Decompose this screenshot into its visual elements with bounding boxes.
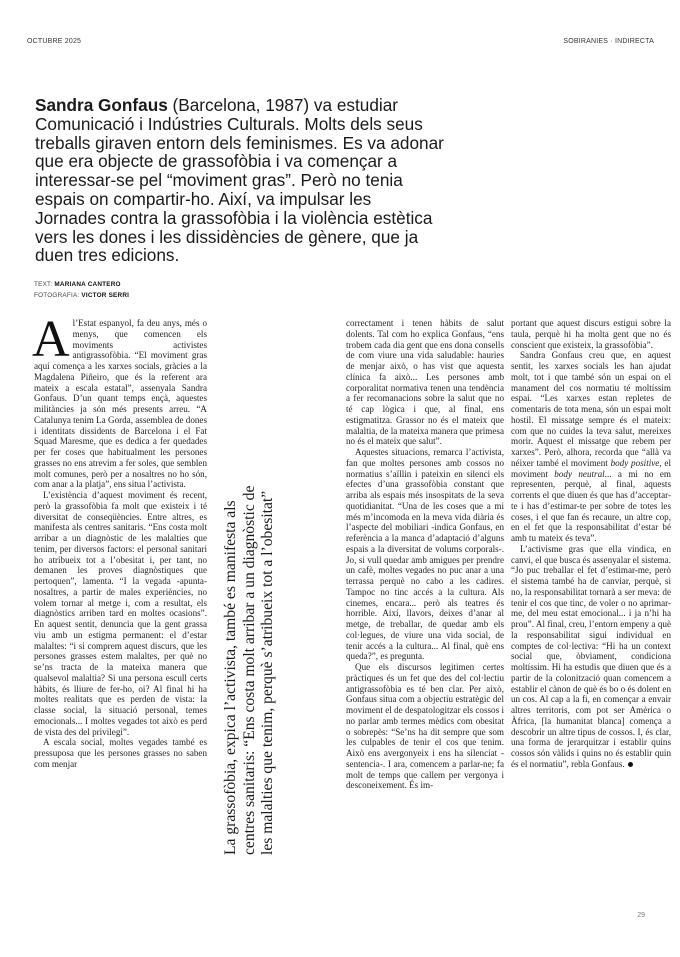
pull-quote-container xyxy=(222,465,304,855)
photo-credit-label: FOTOGRAFIA: xyxy=(34,291,82,299)
paragraph-text: l’Estat espanyol, fa deu anys, més o menys, que comencen els moviments activistes antigrassofòbia. “El moviment gras aquí comença a les xarxes socials, gràcies a la Magdalena Piñeiro, que és la referent ara mateix a escala estatal”, assenyala Sandra Gonfaus. D’un quant temps ençà, aquestes militàncies ja són més presents arreu. “A Catalunya tenim La Gorda, assemblea de dones i identitats dissidents de Barcelona i el Fat Squad Maresme, que es dedica a fer quedades per fer coses que habitualment les persones grasses no ens atrevim a fer soles, que semblen molt comunes, però per a nosaltres no ho són, com anar a la platja”, ens situa l’activista. xyxy=(34,318,207,490)
body-column-3 xyxy=(511,318,671,770)
paragraph-text: ... a mi no em representen, perquè, al final, aquests corrents el que diuen és que has d’acceptar-te i has d’estimar-te per sobre de totes les coses, i el que fan és recaure, un altre cop, en el fet que la responsabilitat d’estar bé amb tu mateix és teva”. xyxy=(511,468,671,543)
text-credit-author: MARIANA CANTERO xyxy=(54,281,121,288)
body-paragraph: Aquestes situacions, remarca l’activista, fan que moltes persones amb cossos no normatius s’aïllin i pateixin en silenci els efectes d’una grassofòbia constant que arriba als espais més insospitats de la seva quotidianitat. “Una de les coses que a mi més m’incomoda en la meva vida diària és l’aspecte del mobiliari -indica Gonfaus, en referència a la manca d’adaptació d’alguns espais a la diversitat de volums corporals-. Jo, si vull quedar amb amigues per prendre un cafè, moltes vegades no puc anar a una terrassa perquè no cabo a les cadires. Tampoc no tinc accés a la cultura. Als cinemes, encara... però als teatres és horrible. Així, llavors, deixes d’anar al metge, de treballar, de quedar amb els col·legues, de viure una vida social, de tenir accés a la cultura... Al final, què ens queda?”, es pregunta. xyxy=(346,447,504,662)
body-paragraph: A escala social, moltes vegades també es pressuposa que les persones grasses no saben com menjar xyxy=(34,737,207,769)
text-credit-label: TEXT: xyxy=(34,281,55,288)
emphasis-term: body neutral xyxy=(554,468,605,479)
byline-credits xyxy=(34,280,129,301)
running-head-date: OCTUBRE 2025 xyxy=(27,38,82,45)
pull-quote: La grassofòbia, expica l’activista, també es manifesta als centres sanitaris: “Ens costa molt arribar a un diagnòstic de les malalties que tenim, perquè s’atribueix tot a l’obesitat” xyxy=(222,485,276,855)
photo-credit-author: VICTOR SERRI xyxy=(81,291,130,299)
body-paragraph xyxy=(511,350,671,544)
emphasis-term: body positive xyxy=(610,457,660,468)
body-paragraph: Que els discursos legitimen certes pràctiques és un fet que des del col·lectiu antigrassofòbia es té ben clar. Per això, Gonfaus situa com a objectiu estratègic del moviment el de despatologitzar els cossos i no parlar amb termes mèdics com obesitat o sobrepès: “Se’ns ha dit sempre que som les culpables de tenir el cos que tenim. Això ens avergonyeix i ens ha silenciat -sentencia-. I ara, comencem a parlar-ne; fa molt de temps que callem per vergonya i desconeixement. És im- xyxy=(346,662,504,791)
body-paragraph: L’existència d’aquest moviment és recent, però la grassofòbia fa molt que existeix i té diversitat de conseqüències. Entre altres, es manifesta als centres sanitaris. “Ens costa molt arribar a un diagnòstic de les malalties que tenim, per diversos factors: el personal sanitari ho atribueix tot a l’obesitat i, per tant, no demanen les proves diagnòstiques que pertoquen”, lamenta. “I la vegada -apunta- nosaltres, a partir de males experiències, no volem tornar al metge i, com a resultat, els diagnòstics arriben tard en moltes ocasions”. En aquest sentit, denuncia que la gent grassa viu amb un estigma permanent: el d’estar malaltes: “i si comprem aquest discurs, que les persones grasses estem malaltes, per què no se’ns tracta de la mateixa manera que qualsevol malaltia? Si una persona escull certs hàbits, és lliure de fer-ho, oi? Al final hi ha moltes realitats que es perden de vista: la classe social, la situació personal, temes emocionals... I moltes vegades tot això es perd de vista des del privilegi”. xyxy=(34,490,207,737)
intro-text: (Barcelona, 1987) va estudiar Comunicació i Indústries Culturals. Molts dels seus treballs giraven entorn dels feminismes. Es va adonar que era objecte de grassofòbia i va començar a interessar-se pel “moviment gras”. Però no tenia espais on compartir-ho. Així, va impulsar les Jornades contra la grassofòbia i la violència estètica vers les dones i les dissidències de gènere, que ja duen tres edicions. xyxy=(35,95,444,266)
paragraph-text: Sandra Gonfaus creu que, en aquest sentit, les xarxes socials les han ajudat molt, tot i que també són un espai on el manament del cos normatiu té moltíssim espai. “Les xarxes estan repletes de comentaris de tota mena, són un espai molt hostil. El missatge sempre és el mateix: com que no cuides la teva salut, mereixes morir. Aquest el missatge que rebem per xarxes”. Però, alhora, recorda que “allà va néixer també el moviment xyxy=(511,350,671,468)
paragraph-text: , el moviment xyxy=(511,457,671,479)
body-paragraph xyxy=(511,544,671,770)
body-paragraph: portant que aquest discurs estigui sobre la taula, perquè hi ha molta gent que no és conscient que existeix, la grassofòbia”. xyxy=(511,318,671,350)
intro-standfirst xyxy=(35,96,445,265)
paragraph-text: L’activisme gras que ella vindica, en canvi, el que busca és assenyalar el sistema. “Jo puc treballar el fet d’estimar-me, però el sistema també ha de canviar, perquè, si no, la responsabilitat tornarà a ser meva: de tenir el cos que tinc, de voler o no aprimar-me, del meu estat emocional... i ja n’hi ha prou”. Al final, creu, l’entorn empeny a què la responsabilitat sigui individual en comptes de col·lectiva: “Hi ha un context social que, òbviament, condiciona moltíssim. Hi ha estudis que diuen que és a partir de la colonització quan comencem a establir el cànon de què és bo o és dolent en un cos. Al cap a la fi, en començar a envair altres territoris, com pot ser Amèrica o Àfrica, [la humanitat blanca] comença a descobrir un altre tipus de cossos. I, és clar, una forma de jerarquitzar i establir quins cossos són vàlids i quins no és establir quin és el normatiu”, rebla Gonfaus. xyxy=(511,543,671,769)
body-paragraph: correctament i tenen hàbits de salut dolents. Tal com ho explica Gonfaus, “ens trobem cada dia gent que ens dona consells de com viure una vida saludable: hauries de menjar això, o has vist que aquesta clínica fa això... Les persones amb corporalitat normativa tenen una tendència a fer recomanacions sobre la salut que no té cap lògica i que, al final, ens estigmatitza. Grassor no és el mateix que malaltia, de la mateixa manera que primesa no és el mateix que salut”. xyxy=(346,318,504,447)
text-credit xyxy=(34,280,129,291)
body-paragraph xyxy=(32,311,207,490)
running-head-section: SOBIRANIES · INDIRECTA xyxy=(563,38,654,45)
drop-cap: A xyxy=(32,311,70,368)
end-of-article-bullet-icon xyxy=(628,762,633,767)
page-number: 29 xyxy=(637,912,645,919)
body-column-1 xyxy=(32,311,207,770)
photo-credit xyxy=(34,291,129,302)
intro-subject-name: Sandra Gonfaus xyxy=(35,95,168,115)
body-column-2 xyxy=(346,318,504,791)
